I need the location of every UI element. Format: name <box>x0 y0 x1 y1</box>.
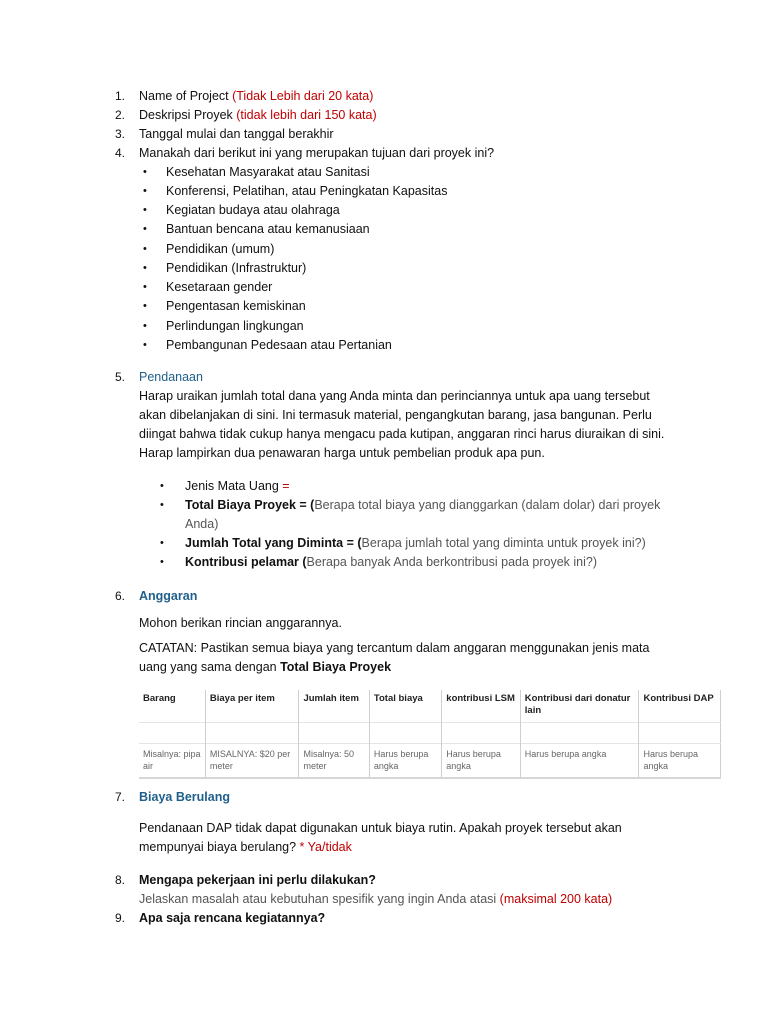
table-cell <box>442 723 520 744</box>
goal-label: Perlindungan lingkungan <box>166 319 304 333</box>
section-title: Pendanaan <box>139 370 203 384</box>
budget-intro: Mohon berikan rincian anggarannya. <box>139 616 342 630</box>
table-cell: Harus berupa angka <box>520 744 639 779</box>
column-header: kontribusi LSM <box>442 690 520 723</box>
bullet-icon: • <box>160 499 164 511</box>
table-cell <box>139 723 205 744</box>
column-header: Jumlah item <box>299 690 369 723</box>
table-cell: Misalnya: 50 meter <box>299 744 369 779</box>
bullet-icon: • <box>143 339 147 351</box>
item-number: 6. <box>115 589 126 603</box>
bullet-icon: • <box>160 537 164 549</box>
item-number: 3. <box>115 127 126 141</box>
section-title: Apa saja rencana kegiatannya? <box>139 911 326 925</box>
table-cell: Harus berupa angka <box>369 744 441 779</box>
item-number: 9. <box>115 911 126 925</box>
table-cell <box>369 723 441 744</box>
total-cost-label: Total Biaya Proyek = ( <box>185 498 315 512</box>
goal-label: Bantuan bencana atau kemanusiaan <box>166 222 370 236</box>
goal-label: Pendidikan (umum) <box>166 242 275 256</box>
goal-label: Pembangunan Pedesaan atau Pertanian <box>166 338 392 352</box>
table-cell: Harus berupa angka <box>442 744 520 779</box>
table-header-row <box>139 690 721 723</box>
section-title: Biaya Berulang <box>139 790 231 804</box>
table-cell: Harus berupa angka <box>639 744 721 779</box>
yes-no-answer: * Ya/tidak <box>299 840 352 854</box>
table-cell <box>299 723 369 744</box>
item-number: 7. <box>115 790 126 804</box>
table-cell <box>520 723 639 744</box>
budget-note: CATATAN: Pastikan semua biaya yang tercantum dalam anggaran menggunakan jenis mata uang yang sama dengan <box>139 641 650 674</box>
word-limit-note: (Tidak Lebih dari 20 kata) <box>232 89 374 103</box>
section-title: Mengapa pekerjaan ini perlu dilakukan? <box>139 873 376 887</box>
bullet-icon: • <box>143 166 147 178</box>
table-cell <box>639 723 721 744</box>
bullet-icon: • <box>143 223 147 235</box>
goal-label: Pendidikan (Infrastruktur) <box>166 261 307 275</box>
bullet-icon: • <box>160 556 164 568</box>
column-header: Kontribusi dari donatur lain <box>520 690 639 723</box>
item-text: Tanggal mulai dan tanggal berakhir <box>139 127 334 141</box>
table-cell: Misalnya: pipa air <box>139 744 205 779</box>
bullet-icon: • <box>160 480 164 492</box>
goal-label: Pengentasan kemiskinan <box>166 299 306 313</box>
section-title: Anggaran <box>139 589 198 603</box>
word-limit-note: (tidak lebih dari 150 kata) <box>236 108 377 122</box>
item-number: 2. <box>115 108 126 122</box>
budget-note-emphasis: Total Biaya Proyek <box>280 660 392 674</box>
table-row <box>139 744 721 779</box>
column-header: Barang <box>143 693 176 704</box>
budget-table <box>139 690 721 779</box>
table-cell: MISALNYA: $20 per meter <box>205 744 299 779</box>
item-number: 5. <box>115 370 126 384</box>
currency-equals: = <box>282 479 290 493</box>
requested-label: Jumlah Total yang Diminta = ( <box>185 536 362 550</box>
item-number: 8. <box>115 873 126 887</box>
contribution-hint: Berapa banyak Anda berkontribusi pada proyek ini?) <box>306 555 598 569</box>
bullet-icon: • <box>143 204 147 216</box>
item-text: Name of Project <box>139 89 233 103</box>
column-header: Kontribusi DAP <box>639 690 721 723</box>
item-number: 1. <box>115 89 126 103</box>
goal-label: Kesetaraan gender <box>166 280 273 294</box>
recurring-cost-text: Pendanaan DAP tidak dapat digunakan untuk biaya rutin. Apakah proyek tersebut akan mempunyai biaya berulang? <box>139 821 622 854</box>
problem-description-hint: Jelaskan masalah atau kebutuhan spesifik yang ingin Anda atasi <box>139 892 500 906</box>
column-header: Biaya per item <box>205 690 299 723</box>
bullet-icon: • <box>143 185 147 197</box>
column-header: Total biaya <box>369 690 441 723</box>
bullet-icon: • <box>143 243 147 255</box>
bullet-icon: • <box>143 262 147 274</box>
bullet-icon: • <box>143 300 147 312</box>
table-row <box>139 723 721 744</box>
funding-paragraph: Harap uraikan jumlah total dana yang Anda minta dan perinciannya untuk apa uang tersebut akan dibelanjakan di sini. Ini termasuk material, pengangkutan barang, jasa bangunan. Perlu diingat bahwa tidak cukup hanya mengacu pada kutipan, anggaran rinci harus diuraikan di sini. Harap lampirkan dua penawaran harga untuk pembelian produk apa pun. <box>139 389 665 460</box>
word-limit-note: (maksimal 200 kata) <box>499 892 613 906</box>
contribution-label: Kontribusi pelamar ( <box>185 555 307 569</box>
table-cell <box>205 723 299 744</box>
bullet-icon: • <box>143 320 147 332</box>
item-text: Manakah dari berikut ini yang merupakan tujuan dari proyek ini? <box>139 146 495 160</box>
goal-label: Kegiatan budaya atau olahraga <box>166 203 340 217</box>
currency-label: Jenis Mata Uang <box>185 479 283 493</box>
total-cost-hint: Berapa total biaya yang dianggarkan (dalam dolar) dari proyek Anda) <box>185 498 661 531</box>
item-text: Deskripsi Proyek <box>139 108 237 122</box>
goal-label: Kesehatan Masyarakat atau Sanitasi <box>166 165 370 179</box>
item-number: 4. <box>115 146 126 160</box>
bullet-icon: • <box>143 281 147 293</box>
requested-hint: Berapa jumlah total yang diminta untuk proyek ini?) <box>361 536 646 550</box>
goal-label: Konferensi, Pelatihan, atau Peningkatan Kapasitas <box>166 184 448 198</box>
